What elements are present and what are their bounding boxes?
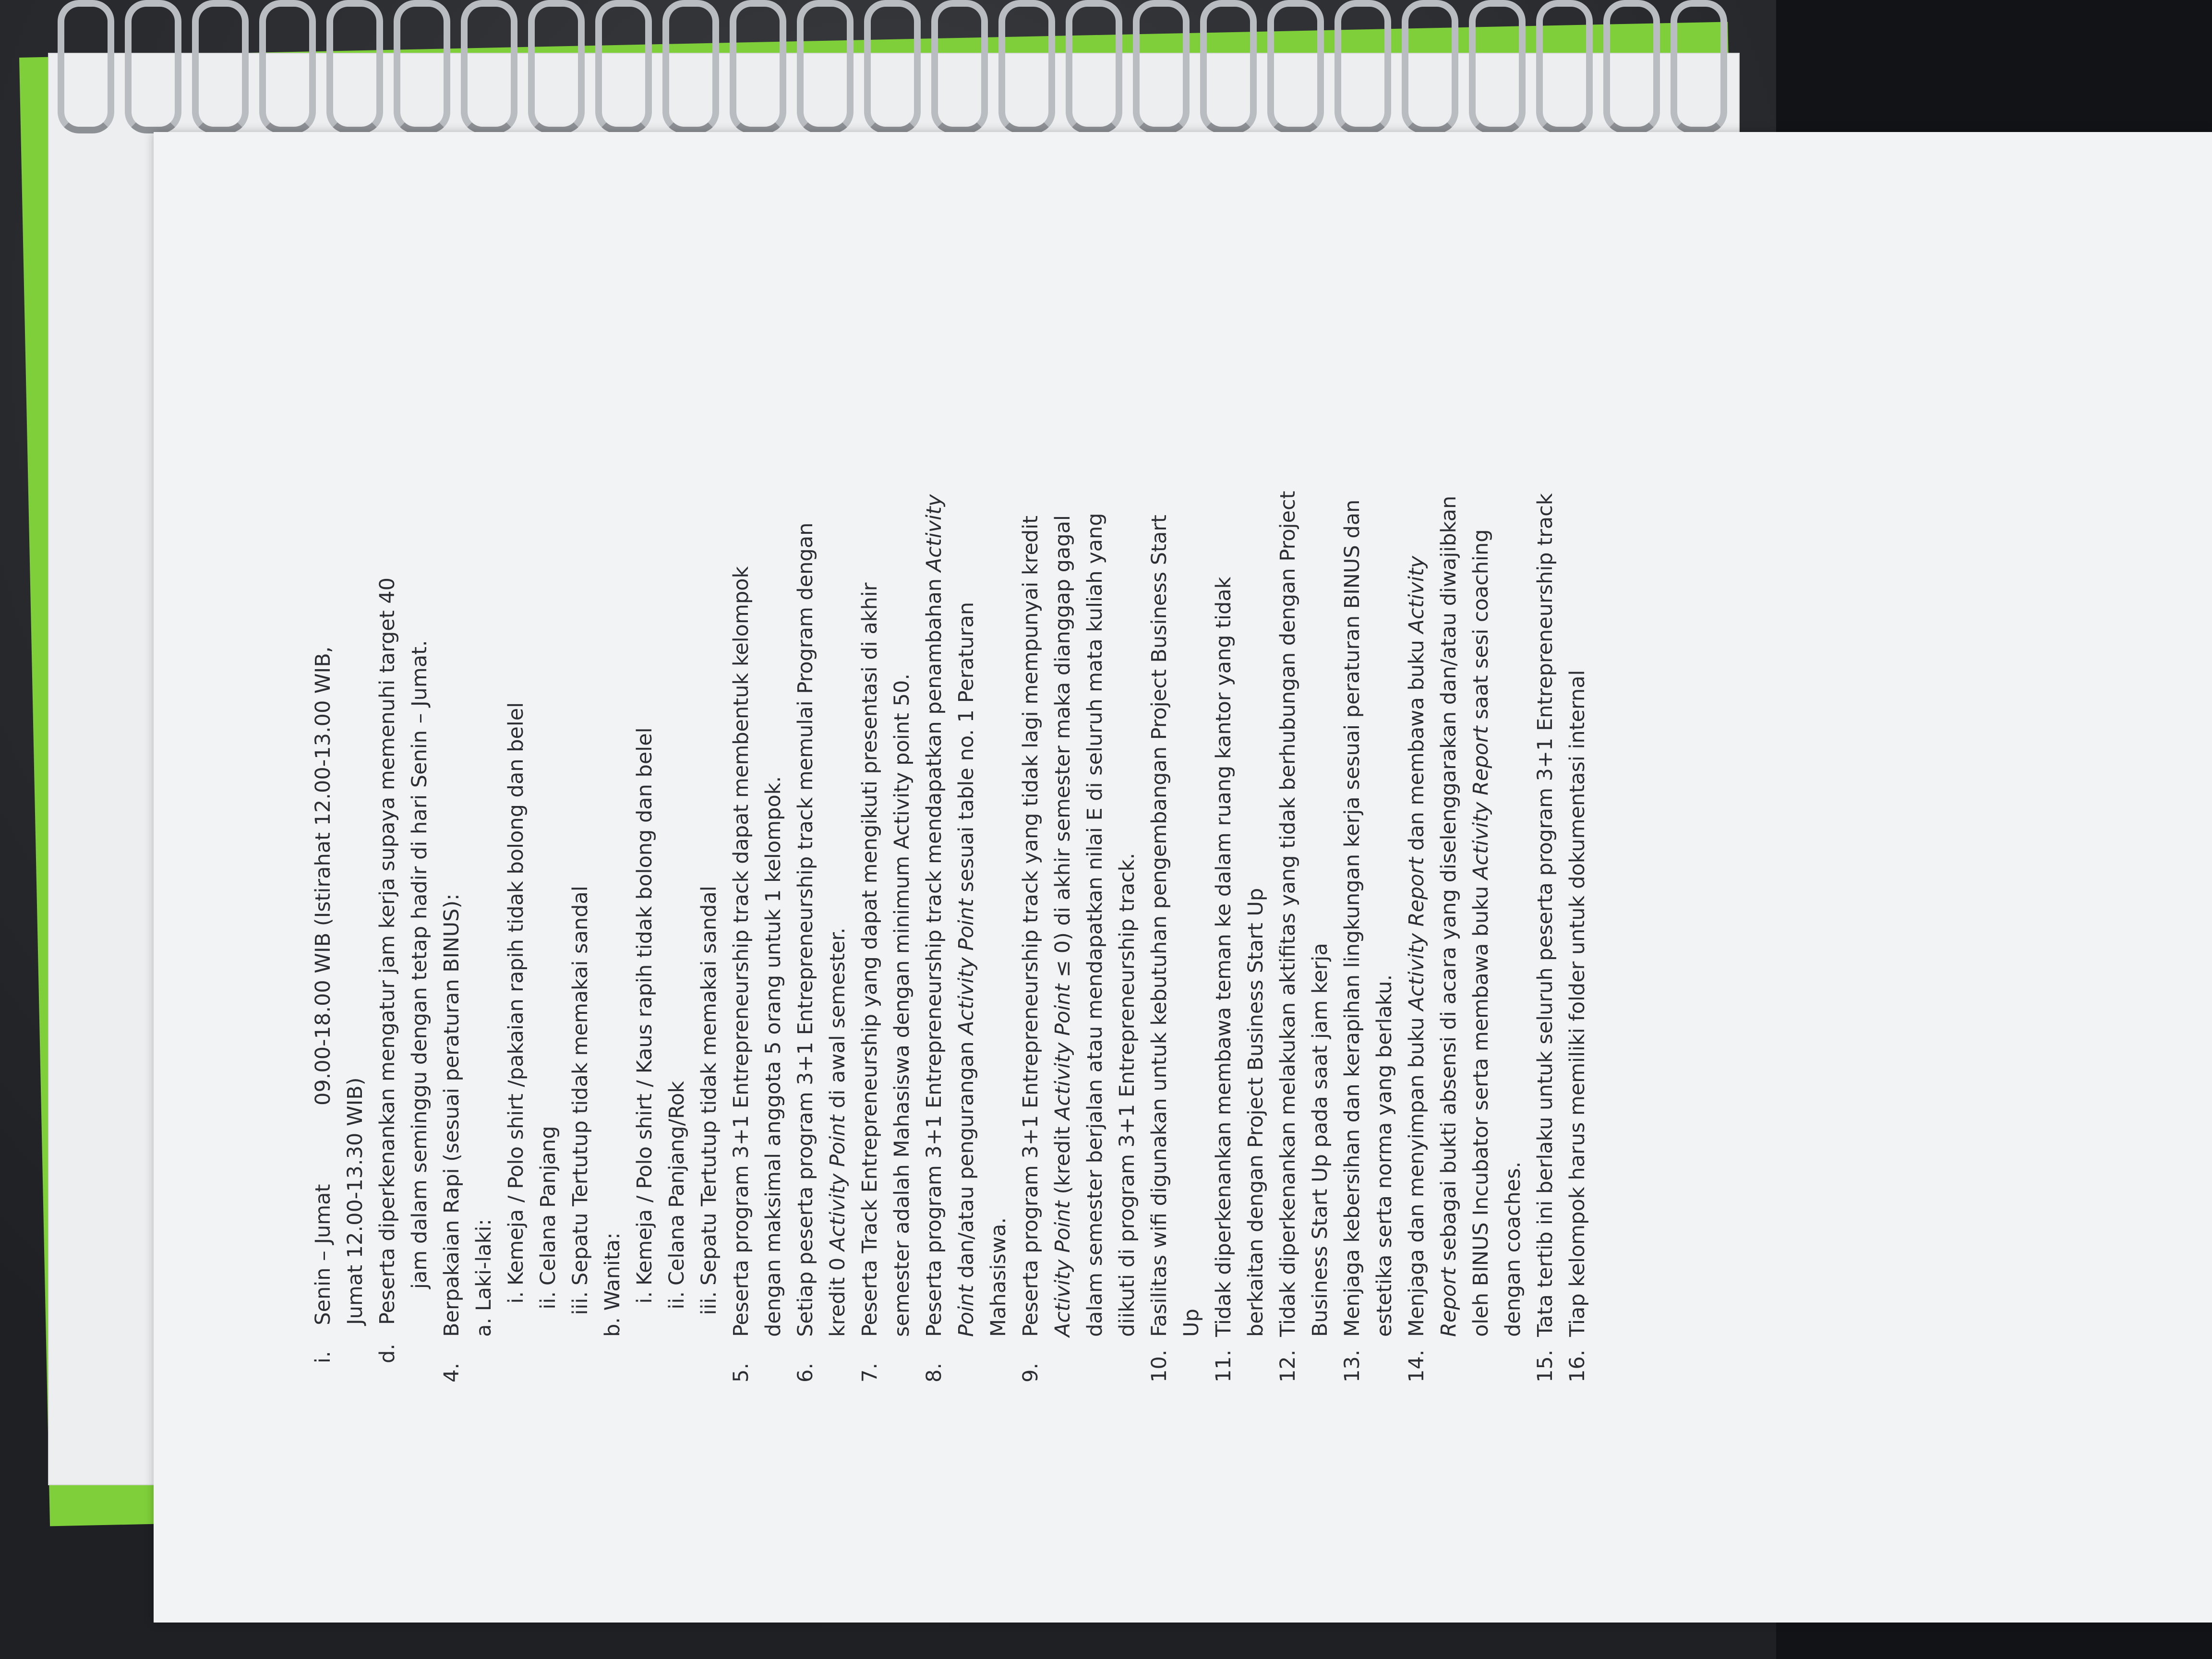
rule-number: 5. [729, 1362, 753, 1382]
rule-5-line1: 5.Peserta program 3+1 Entrepreneurship track dapat membentuk kelompok [725, 58, 757, 1382]
rule-4a-i: i.Kemeja / Polo shirt /pakaian rapih tidak bolong dan belel [504, 702, 528, 1304]
rule-number: 4. [440, 1362, 464, 1382]
rule-number: 15. [1533, 1349, 1557, 1382]
rule-4a-iii: iii.Sepatu Tertutup tidak memakai sandal [568, 886, 592, 1315]
rule-4b-iii: iii.Sepatu Tertutup tidak memakai sandal [697, 886, 721, 1315]
rule-11-line1: 11.Tidak diperkenankan membawa teman ke dalam ruang kantor yang tidak [1208, 58, 1240, 1382]
rule-number: 7. [858, 1362, 882, 1382]
rule-d-line2: jam dalam seminggu dengan tetap hadir di hari Senin – Jumat. [408, 640, 432, 1289]
rule-4a-ii: ii.Celana Panjang [536, 1126, 560, 1310]
list-marker: i. [311, 1351, 335, 1363]
rule-number: 14. [1405, 1349, 1429, 1382]
ring [58, 0, 114, 133]
rule-6-line1: 6.Setiap peserta program 3+1 Entrepreneurship track memulai Program dengan [790, 58, 822, 1382]
rule-11-line2: berkaitan dengan Project Business Start Up [1244, 888, 1268, 1337]
rule-number: 6. [793, 1362, 817, 1382]
rule-9-line1: 9.Peserta program 3+1 Entrepreneurship track yang tidak lagi mempunyai kredit [1015, 58, 1047, 1382]
rule-4: 4.Berpakaian Rapi (sesuai peraturan BINUS): [436, 58, 468, 1382]
rule-12-line1: 12.Tidak diperkenankan melakukan aktifitas yang tidak berhubungan dengan Project [1272, 58, 1304, 1382]
rule-number: 16. [1565, 1349, 1589, 1382]
rule-12-line2: Business Start Up pada saat jam kerja [1308, 943, 1332, 1337]
rule-9-line2: Activity Point (kredit Activity Point ≤ 0) di akhir semester maka dianggap gagal [1051, 515, 1075, 1337]
rule-14-line4: dengan coaches. [1501, 1161, 1525, 1337]
rule-7-line1: 7.Peserta Track Entrepreneurship yang dapat mengikuti presentasi di akhir [854, 58, 886, 1382]
rule-number: 8. [922, 1362, 946, 1382]
rule-d-line1: d.Peserta diperkenankan mengatur jam kerja supaya memenuhi target 40 [372, 58, 404, 1382]
rule-8-line2: Point dan/atau pengurangan Activity Point sesuai table no. 1 Peraturan [954, 602, 978, 1337]
rule-14-line1: 14.Menjaga dan menyimpan buku Activity Report dan membawa buku Activity [1401, 58, 1433, 1382]
rule-10-line1: 10.Fasilitas wifi digunakan untuk kebutuhan pengembangan Project Business Start [1143, 58, 1176, 1382]
rule-8-line3: Mahasiswa. [986, 1217, 1010, 1337]
ring [125, 0, 181, 133]
ring [1603, 0, 1660, 133]
rule-4a: a. Laki-laki: [472, 1219, 496, 1337]
rule-9-line4: diikuti di program 3+1 Entrepreneurship track. [1115, 853, 1139, 1337]
work-hours-line [307, 58, 339, 1382]
rule-14-line3: oleh BINUS Incubator serta membawa buku Activity Report saat sesi coaching [1469, 529, 1493, 1337]
rule-15: 15.Tata tertib ini berlaku untuk seluruh peserta program 3+1 Entrepreneurship track [1529, 58, 1562, 1382]
rule-8-line1: 8.Peserta program 3+1 Entrepreneurship track mendapatkan penambahan Activity [918, 58, 950, 1382]
rule-4b-ii: ii.Celana Panjang/Rok [665, 1081, 689, 1310]
rule-7-line2: semester adalah Mahasiswa dengan minimum Activity point 50. [890, 673, 914, 1337]
rule-number: 12. [1276, 1349, 1300, 1382]
rules-document [307, 58, 1594, 1382]
rule-number: 10. [1147, 1349, 1171, 1382]
rule-13-line2: estetika serta norma yang berlaku. [1372, 974, 1396, 1337]
friday-break: Jumat 12.00-13.30 WIB) [343, 1077, 367, 1325]
rule-4b: b. Wanita: [601, 1232, 625, 1337]
rule-10-line2: Up [1179, 1309, 1203, 1337]
ring [192, 0, 249, 133]
rule-5-line2: dengan maksimal anggota 5 orang untuk 1 kelompok. [761, 776, 785, 1337]
rule-9-line3: dalam semester berjalan atau mendapatkan nilai E di seluruh mata kuliah yang [1083, 513, 1107, 1337]
ring [1671, 0, 1727, 133]
rule-number: 11. [1212, 1349, 1236, 1382]
rule-16: 16.Tiap kelompok harus memiliki folder untuk dokumentasi internal [1562, 58, 1594, 1382]
rule-14-line2: Report sebagai bukti absensi di acara yang diselenggarakan dan/atau diwajibkan [1437, 495, 1461, 1337]
rule-6-line2: kredit 0 Activity Point di awal semester. [826, 927, 850, 1337]
rule-13-line1: 13.Menjaga kebersihan dan kerapihan lingkungan kerja sesuai peraturan BINUS dan [1336, 58, 1369, 1382]
work-time: 09.00-18.00 WIB (Istirahat 12.00-13.00 WIB, [311, 646, 335, 1106]
list-marker: d. [375, 1344, 399, 1363]
rule-4b-i: i.Kemeja / Polo shirt / Kaus rapih tidak bolong dan belel [633, 727, 657, 1304]
rule-number: 9. [1019, 1362, 1043, 1382]
work-days: Senin – Jumat [311, 1184, 335, 1325]
rule-number: 13. [1340, 1349, 1364, 1382]
